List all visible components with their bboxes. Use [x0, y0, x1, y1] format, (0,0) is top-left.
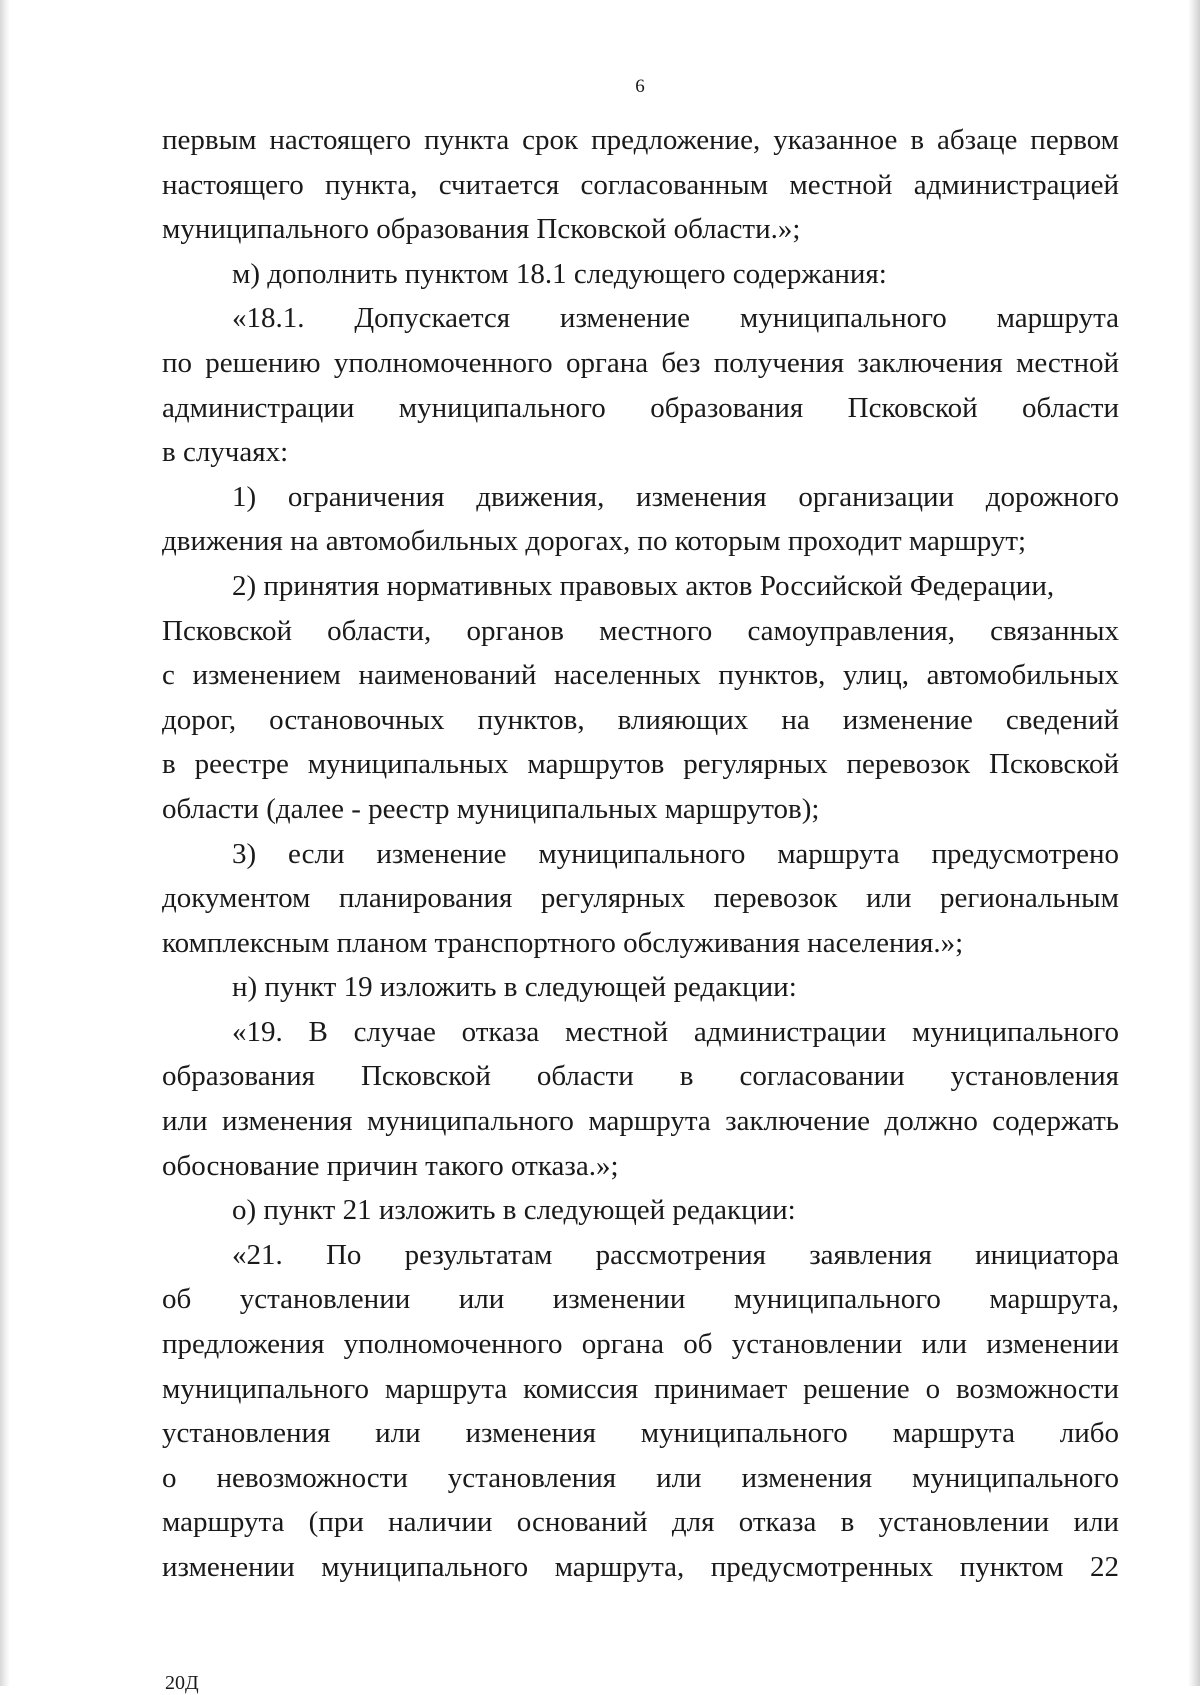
scan-edge-left	[0, 0, 10, 1686]
text-line: или изменения муниципального маршрута заключение должно содержать	[162, 1105, 1119, 1138]
text-line: 2) принятия нормативных правовых актов Российской Федерации,	[232, 569, 1055, 602]
text-line: в реестре муниципальных маршрутов регулярных перевозок Псковской	[162, 748, 1119, 781]
text-line: комплексным планом транспортного обслуживания населения.»;	[162, 926, 964, 959]
footer-code: 20Д	[165, 1672, 199, 1694]
text-line: дорог, остановочных пунктов, влияющих на изменение сведений	[162, 703, 1119, 736]
text-line: в случаях:	[162, 436, 289, 469]
text-line: муниципального маршрута комиссия принимает решение о возможности	[162, 1372, 1119, 1405]
text-line: документом планирования регулярных перевозок или региональным	[162, 882, 1119, 915]
text-line: 3) если изменение муниципального маршрута предусмотрено	[232, 837, 1119, 870]
text-line: настоящего пункта, считается согласованным местной администрацией	[162, 168, 1119, 201]
text-line: предложения уполномоченного органа об установлении или изменении	[162, 1328, 1119, 1361]
text-line: «18.1. Допускается изменение муниципального маршрута	[232, 302, 1119, 335]
text-line: н) пункт 19 изложить в следующей редакции:	[232, 971, 797, 1004]
text-line: муниципального образования Псковской области.»;	[162, 213, 801, 246]
text-line: администрации муниципального образования Псковской области	[162, 391, 1119, 424]
text-line: образования Псковской области в согласовании установления	[162, 1060, 1119, 1093]
text-line: о) пункт 21 изложить в следующей редакции:	[232, 1194, 796, 1227]
text-line: м) дополнить пунктом 18.1 следующего содержания:	[232, 257, 887, 290]
text-line: по решению уполномоченного органа без получения заключения местной	[162, 346, 1119, 379]
text-line: маршрута (при наличии оснований для отказа в установлении или	[162, 1506, 1119, 1539]
text-line: обоснование причин такого отказа.»;	[162, 1149, 619, 1182]
text-line: «21. По результатам рассмотрения заявления инициатора	[232, 1238, 1119, 1271]
text-line: изменении муниципального маршрута, предусмотренных пунктом 22	[162, 1551, 1119, 1583]
text-line: установления или изменения муниципального маршрута либо	[162, 1417, 1119, 1450]
text-line: первым настоящего пункта срок предложение, указанное в абзаце первом	[162, 124, 1119, 156]
text-line: 1) ограничения движения, изменения организации дорожного	[232, 480, 1119, 513]
text-line: с изменением наименований населенных пунктов, улиц, автомобильных	[162, 659, 1119, 692]
text-line: о невозможности установления или изменения муниципального	[162, 1461, 1119, 1494]
text-line: Псковской области, органов местного самоуправления, связанных	[162, 614, 1119, 647]
text-line: движения на автомобильных дорогах, по которым проходит маршрут;	[162, 525, 1027, 558]
text-line: «19. В случае отказа местной администрации муниципального	[232, 1015, 1119, 1048]
text-line: об установлении или изменении муниципального маршрута,	[162, 1283, 1119, 1316]
scan-edge-right	[1188, 0, 1200, 1686]
text-line: области (далее - реестр муниципальных маршрутов);	[162, 792, 820, 825]
page-number: 6	[635, 76, 645, 97]
document-body	[162, 118, 1119, 1590]
